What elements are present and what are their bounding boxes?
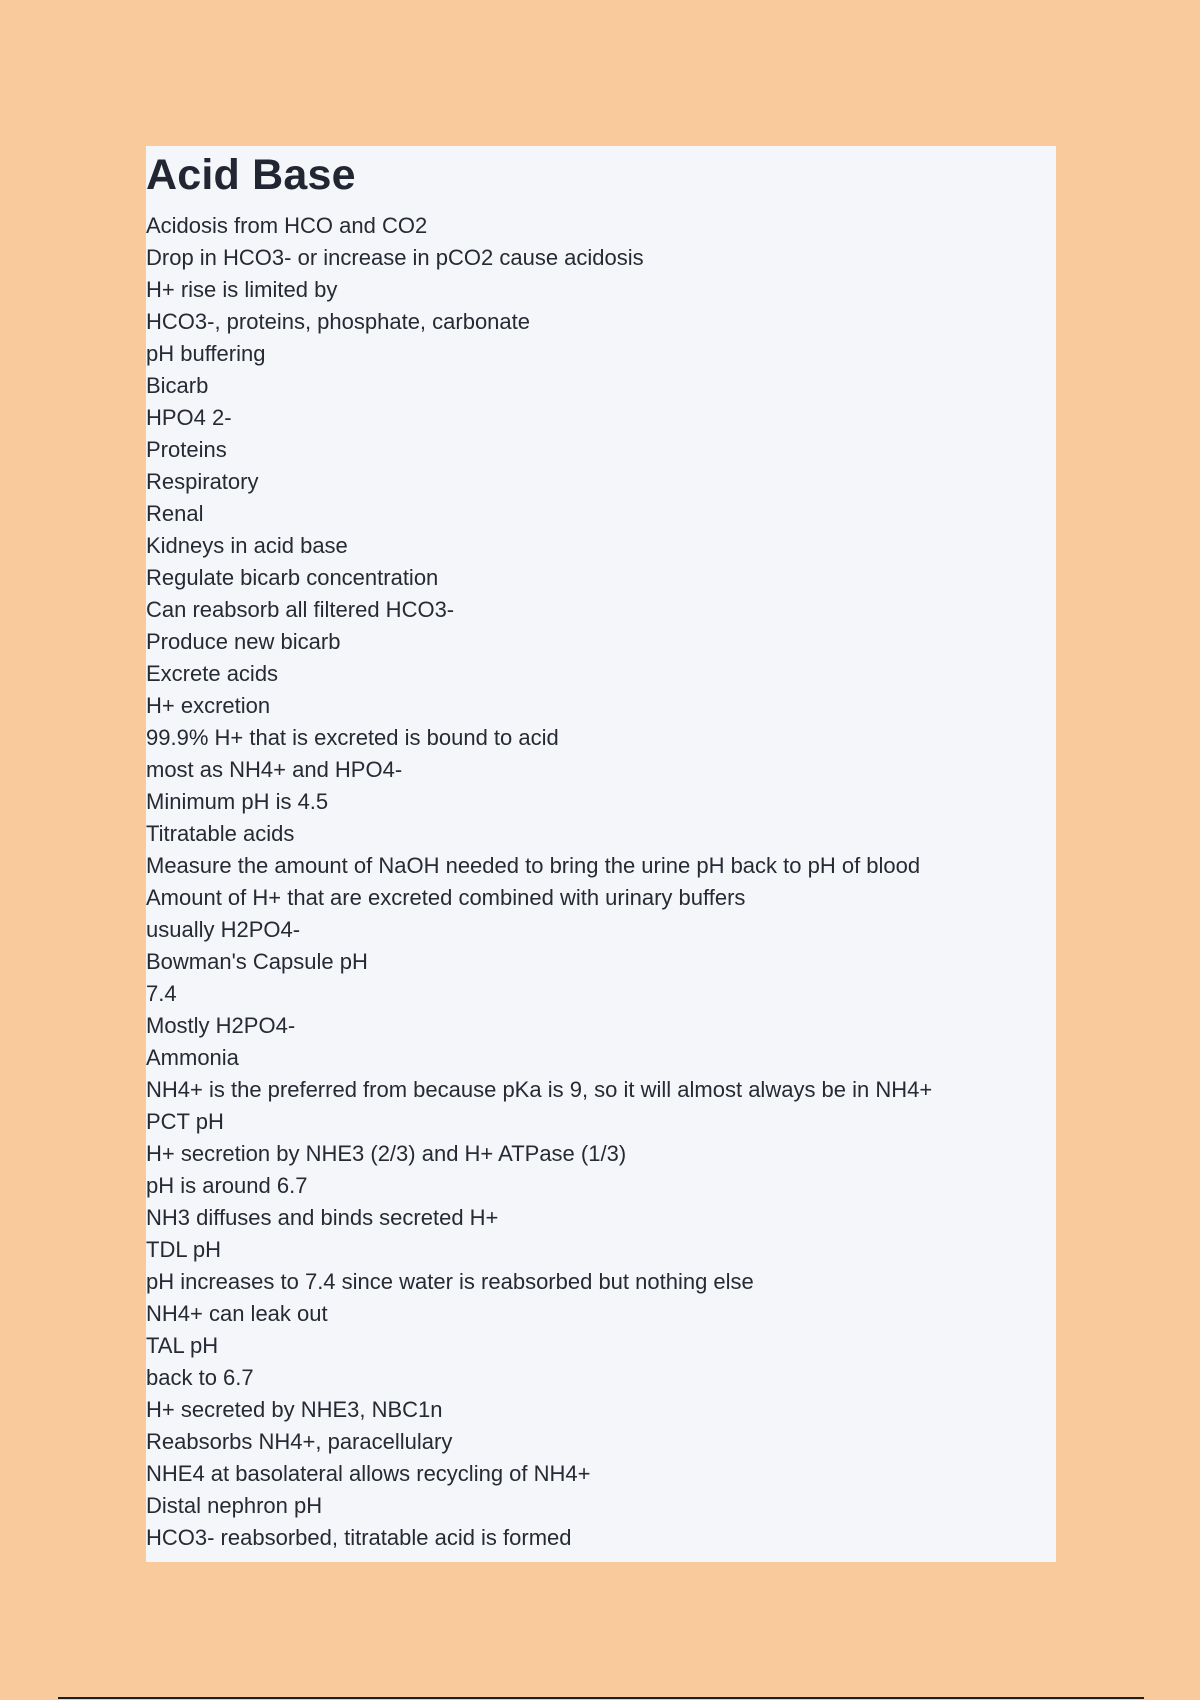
- note-line: TDL pH: [146, 1237, 221, 1262]
- note-line: PCT pH: [146, 1109, 224, 1134]
- note-line: Reabsorbs NH4+, paracellulary: [146, 1429, 453, 1454]
- footer-divider: [58, 1697, 1144, 1699]
- note-line: Bicarb: [146, 373, 209, 398]
- note-line: Respiratory: [146, 469, 259, 494]
- note-line: Acidosis from HCO and CO2: [146, 213, 428, 238]
- note-line: back to 6.7: [146, 1365, 254, 1390]
- note-line: Proteins: [146, 437, 227, 462]
- note-line: HPO4 2-: [146, 405, 232, 430]
- note-line: H+ excretion: [146, 693, 271, 718]
- note-line: Renal: [146, 501, 204, 526]
- note-line: Drop in HCO3- or increase in pCO2 cause acidosis: [146, 245, 644, 270]
- note-line: pH buffering: [146, 341, 266, 366]
- note-line: HCO3-, proteins, phosphate, carbonate: [146, 309, 531, 334]
- note-line: pH is around 6.7: [146, 1173, 308, 1198]
- note-line: NHE4 at basolateral allows recycling of NH4+: [146, 1461, 591, 1486]
- note-line: H+ secretion by NHE3 (2/3) and H+ ATPase (1/3): [146, 1141, 627, 1166]
- note-line: Minimum pH is 4.5: [146, 789, 329, 814]
- note-line: Excrete acids: [146, 661, 279, 686]
- note-line: Amount of H+ that are excreted combined with urinary buffers: [146, 885, 746, 910]
- note-line: HCO3- reabsorbed, titratable acid is formed: [146, 1525, 572, 1550]
- note-line: Produce new bicarb: [146, 629, 341, 654]
- note-line: Kidneys in acid base: [146, 533, 348, 558]
- note-line: Bowman's Capsule pH: [146, 949, 368, 974]
- note-line: Measure the amount of NaOH needed to bring the urine pH back to pH of blood: [146, 853, 921, 878]
- note-line: NH4+ can leak out: [146, 1301, 328, 1326]
- note-line: most as NH4+ and HPO4-: [146, 757, 403, 782]
- note-line: Distal nephron pH: [146, 1493, 323, 1518]
- note-line: H+ secreted by NHE3, NBC1n: [146, 1397, 443, 1422]
- note-line: 99.9% H+ that is excreted is bound to acid: [146, 725, 559, 750]
- note-line: NH4+ is the preferred from because pKa is 9, so it will almost always be in NH4+: [146, 1077, 933, 1102]
- note-line: Ammonia: [146, 1045, 239, 1070]
- note-line: H+ rise is limited by: [146, 277, 338, 302]
- note-line: usually H2PO4-: [146, 917, 301, 942]
- note-line: Titratable acids: [146, 821, 295, 846]
- note-line: 7.4: [146, 981, 177, 1006]
- note-line: Mostly H2PO4-: [146, 1013, 296, 1038]
- page-title: Acid Base: [146, 151, 356, 199]
- note-lines: [146, 210, 1056, 1554]
- note-card: [146, 146, 1056, 1562]
- note-line: Can reabsorb all filtered HCO3-: [146, 597, 455, 622]
- note-line: NH3 diffuses and binds secreted H+: [146, 1205, 499, 1230]
- note-line: pH increases to 7.4 since water is reabsorbed but nothing else: [146, 1269, 754, 1294]
- note-line: TAL pH: [146, 1333, 219, 1358]
- note-line: Regulate bicarb concentration: [146, 565, 439, 590]
